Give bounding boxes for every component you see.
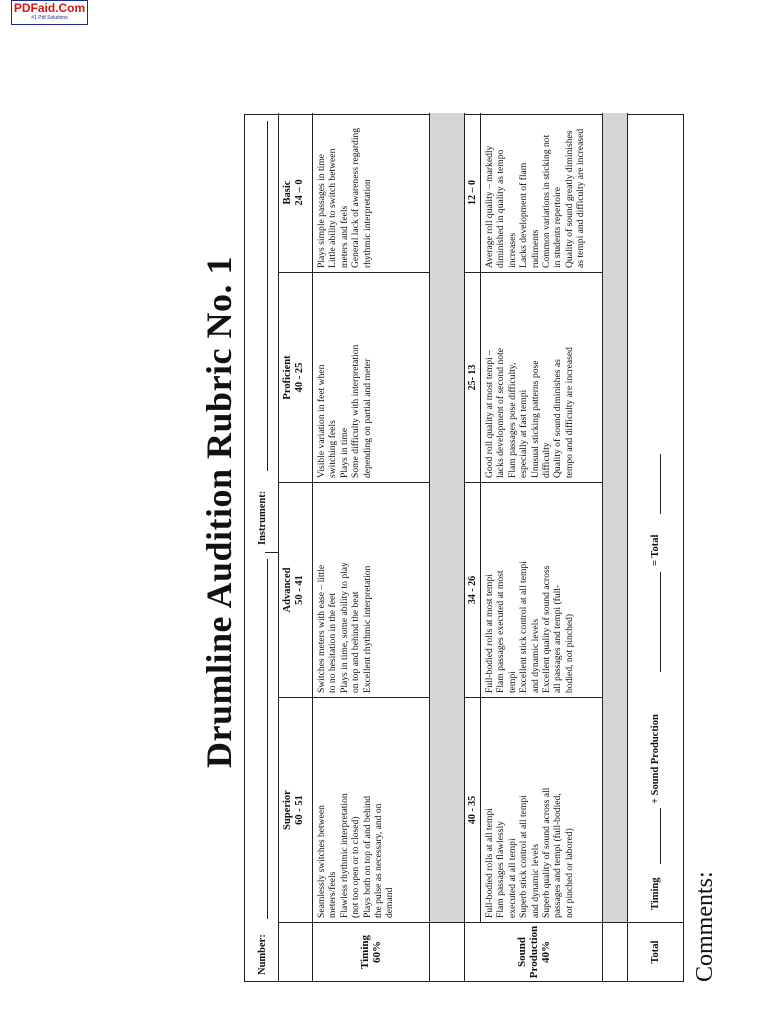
level-name: Superior [282,790,293,830]
instrument-field[interactable] [255,121,268,471]
instrument-label: Instrument: [257,490,268,545]
criterion: meters/feels [327,871,339,918]
timing-basic-cell [313,113,429,273]
level-range: 50 - 41 [294,575,305,605]
shaded-band [430,113,464,923]
criterion: Good roll quality at most tempi – [484,350,495,478]
total-label: Total [650,940,661,964]
level-name: Proficient [282,355,293,400]
criterion: executed at all tempi [506,838,518,918]
logo-brand: PDFaid.Com [13,1,86,15]
number-label: Number: [257,934,268,975]
sound-score-row [603,113,628,981]
criterion: Some difficulty with interpretation [350,344,362,478]
criterion: Full-bodied rolls at most tempi [484,574,495,693]
criterion: Plays in time, some ability to play [338,562,350,693]
category-weight: 40% [539,941,552,963]
level-header-basic [279,113,312,273]
header-row [245,113,279,981]
logo-tagline: #1 Pdf Solutions [31,15,68,21]
criterion: and dynamic levels [529,843,541,918]
header-divider [265,552,279,553]
rubric-rotated [192,42,730,982]
criterion: Plays simple passages in time [316,153,327,268]
category-weight: 60% [371,941,383,963]
sound-production-row [465,113,603,981]
criterion: Lacks development of flam [518,162,530,268]
criterion: passages and tempi (full-bodied, [552,793,564,918]
timing-category [313,923,429,981]
sound-basic-cell [465,113,602,273]
criterion: and dynamic levels [529,618,541,693]
timing-score-row [430,113,465,981]
criterion: all passages and tempi (full- [552,584,564,693]
criterion: rhythmic interpretation [361,179,373,268]
criterion: increases [506,232,518,268]
timing-proficient-cell [313,273,429,483]
criterion: Common variations in sticking not [541,134,553,268]
sound-category [465,923,602,981]
comments-label: Comments: [692,871,718,982]
criterion: meters and feels [338,205,350,268]
page-title: Drumline Audition Rubric No. 1 [199,255,239,769]
criterion: especially at fast tempi [518,389,530,478]
timing-advanced-cell [313,483,429,698]
criterion: Full-bodied rolls at all tempi [484,808,495,918]
criterion: diminished in quality as tempo [495,149,507,268]
score-range: 40 - 35 [465,698,481,922]
criterion: the pulse as necessary, and on [373,803,385,918]
criterion: Average roll quality – markedly [484,145,495,268]
level-header-advanced [279,483,312,698]
criterion: lacks development of second note [495,347,507,478]
level-name: Advanced [282,567,293,613]
score-range: 34 - 26 [465,483,481,697]
criterion: (not too open or to closed) [350,816,362,918]
criterion: bodied, not pinched) [563,613,575,693]
shaded-band [603,113,627,923]
sound-advanced-cell [465,483,602,698]
criterion: Superb quality of sound across all [541,787,553,918]
sound-score-field[interactable] [648,572,661,672]
rubric-table [244,114,684,982]
criterion: depending on partial and meter [361,358,373,478]
sound-superior-cell [465,698,602,923]
grand-total-label: = Total [650,534,661,566]
criterion: Visible variation in feet when [316,364,327,478]
criterion: Flawless rhythmic interpretation [338,793,350,918]
timing-score-field[interactable] [648,808,661,864]
criterion: as tempi and difficulty are increased [575,128,587,268]
category-name: Sound Production [515,925,540,979]
number-field[interactable] [255,559,268,919]
criterion: Superb stick control at all tempi [518,795,530,918]
timing-row [313,113,430,981]
score-range: 25- 13 [465,273,481,482]
total-calc [628,113,683,923]
criterion: tempi [506,671,518,693]
criterion: Flam passages flawlessly [495,821,507,918]
criterion: Flam passages pose difficulty, [506,362,518,478]
criterion: Seamlessly switches between [316,805,327,918]
level-range: 24 – 0 [294,179,305,206]
sound-proficient-cell [465,273,602,483]
criterion: Excellent quality of sound across [541,565,553,693]
level-header-proficient [279,273,312,483]
criterion: Plays in time [338,427,350,478]
criterion: Quality of sound diminishes as [552,359,564,478]
criterion: Little ability to switch between [327,148,339,268]
criterion: Switches meters with ease – little [316,564,327,693]
criterion: Unusual sticking patterns pose [529,360,541,478]
category-name: Timing [359,934,371,970]
timing-total-label: Timing [650,877,661,910]
criterion: in students repertoire [552,187,564,268]
criterion: Flam passages executed at most [495,570,507,693]
level-header-superior [279,698,312,923]
criterion: demand [384,887,396,918]
criterion: to no hesitation in the feet [327,593,339,693]
criterion: not pinched or labored) [563,828,575,918]
timing-superior-cell [313,698,429,923]
criterion: Quality of sound greatly diminishes [563,130,575,268]
level-range: 60 - 51 [294,795,305,825]
level-header-row [279,113,313,981]
criterion: switching feels [327,420,339,478]
total-row [628,113,683,981]
criterion: on top and behind the beat [350,591,362,693]
grand-total-field[interactable] [648,454,661,514]
level-name: Basic [282,180,293,205]
criterion: Excellent stick control at all tempi [518,561,530,693]
criterion: difficulty [541,442,553,478]
level-range: 40 - 25 [294,362,305,393]
criterion: General lack of awareness regarding [350,127,362,268]
criterion: Excellent rhythmic interpretation [361,565,373,693]
criterion: Plays both on top of and behind [361,795,373,918]
criterion: tempo and difficulty are increased [563,347,575,478]
sound-total-label: + Sound Production [650,714,661,804]
criterion: rudiments [529,229,541,268]
score-range: 12 – 0 [465,113,481,272]
